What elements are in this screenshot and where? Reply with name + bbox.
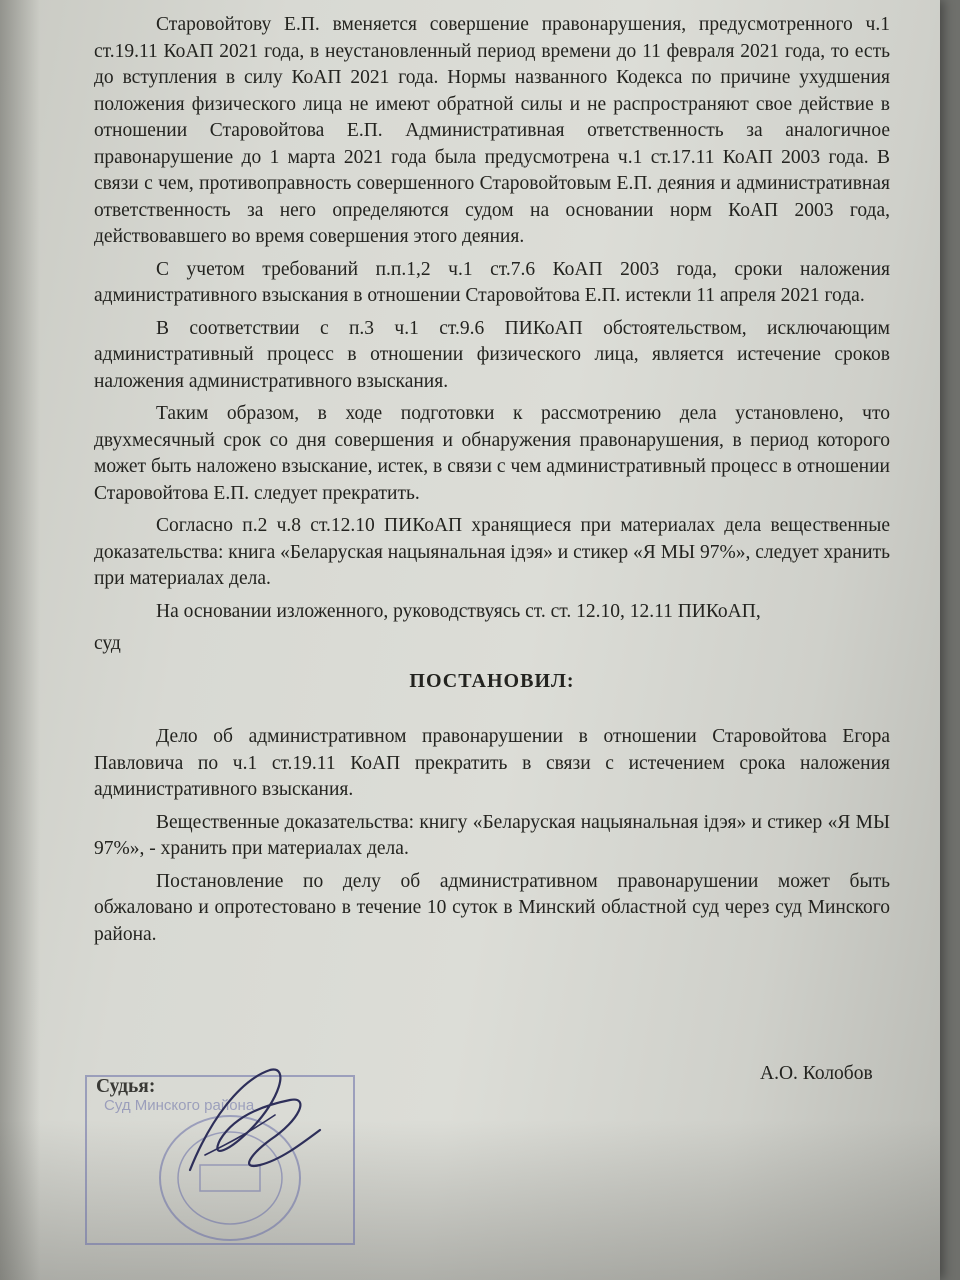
judge-label: Судья:	[96, 1076, 156, 1097]
decision-paragraph-3: Постановление по делу об административном правонарушении может быть обжаловано и опротестовано в течение 10 суток в Минский областной суд через суд Минского района.	[94, 870, 890, 945]
decision-title: ПОСТАНОВИЛ:	[409, 669, 575, 692]
stamp-text: Суд Минского района	[104, 1097, 255, 1114]
court-word: суд	[94, 633, 121, 654]
document-body	[94, 12, 890, 954]
paragraph-1: Старовойтову Е.П. вменяется совершение правонарушения, предусмотренного ч.1 ст.19.11 КоАП 2021 года, в неустановленный период времени до 11 февраля 2021 года, то есть до вступления в силу КоАП 2021 года. Нормы названного Кодекса по причине ухудшения положения физического лица не имеют обратной силы и не распространяют свое действие в отношении Старовойтова Е.П. Административная ответственность за аналогичное правонарушение до 1 марта 2021 года была предусмотрена ч.1 ст.17.11 КоАП 2003 года. В связи с чем, противоправность совершенного Старовойтовым Е.П. деяния и административная ответственность за него определяются судом на основании норм КоАП 2003 года, действовавшего во время совершения этого деяния.	[94, 14, 890, 247]
judge-name: А.О. Колобов	[760, 1063, 873, 1084]
paragraph-3: В соответствии с п.3 ч.1 ст.9.6 ПИКоАП обстоятельством, исключающим административный процесс в отношении физического лица, является истечение сроков наложения административного взыскания.	[94, 317, 890, 392]
paragraph-2: С учетом требований п.п.1,2 ч.1 ст.7.6 КоАП 2003 года, сроки наложения административного взыскания в отношении Старовойтова Е.П. истекли 11 апреля 2021 года.	[94, 258, 890, 306]
judge-signature	[150, 1060, 340, 1190]
paragraph-5: Согласно п.2 ч.8 ст.12.10 ПИКоАП хранящиеся при материалах дела вещественные доказательства: книга «Беларуская нацыянальная ідэя» и стикер «Я МЫ 97%», следует хранить при материалах дела.	[94, 515, 890, 589]
paragraph-4: Таким образом, в ходе подготовки к рассмотрению дела установлено, что двухмесячный срок со дня совершения и обнаружения правонарушения, в период которого может быть наложено взыскание, истек, в связи с чем административный процесс в отношении Старовойтова Е.П. следует прекратить.	[94, 403, 890, 504]
paragraph-6: На основании изложенного, руководствуясь ст. ст. 12.10, 12.11 ПИКоАП,	[156, 600, 761, 622]
decision-paragraph-2: Вещественные доказательства: книгу «Беларуская нацыянальная ідэя» и стикер «Я МЫ 97%», - хранить при материалах дела.	[94, 811, 890, 859]
page-shadow-left	[0, 0, 40, 1280]
decision-paragraph-1: Дело об административном правонарушении в отношении Старовойтова Егора Павловича по ч.1 ст.19.11 КоАП прекратить в связи с истечением срока наложения административного взыскания.	[94, 726, 890, 800]
